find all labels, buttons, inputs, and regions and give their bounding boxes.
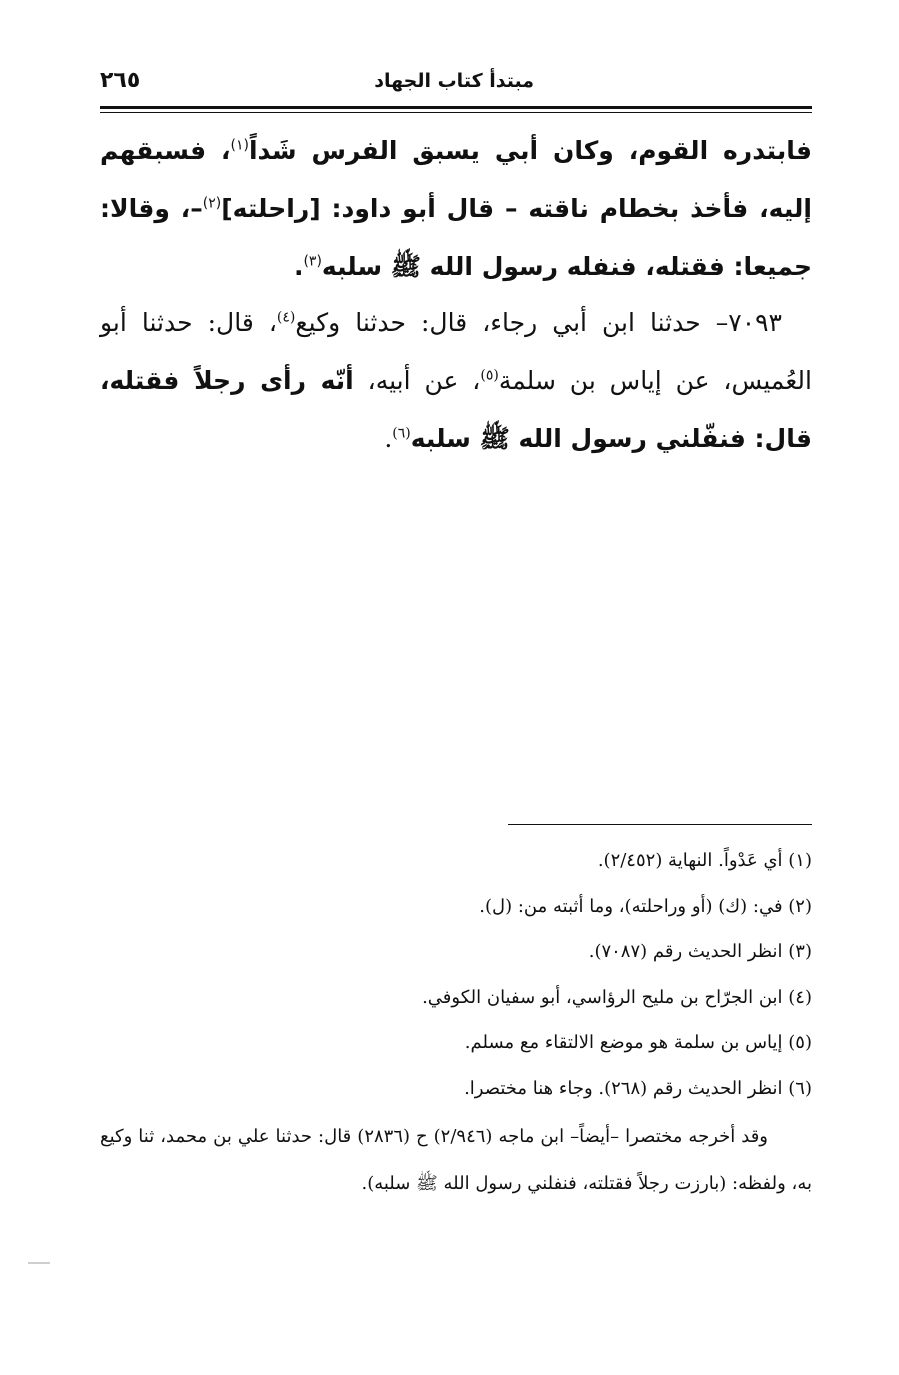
p1-text-3: –، وقالا: جميعا: فقتله، فنفله رسول الله ﷺ سلبه	[100, 194, 812, 281]
footnote-separator	[508, 824, 812, 825]
footnote-1: (١) أي عَدْواً. النهاية (٢/٤٥٢).	[597, 850, 812, 871]
paragraph-2-hadith-7093	[100, 294, 812, 468]
footnote-4: (٤) ابن الجرّاح بن مليح الرؤاسي، أبو سفيان الكوفي.	[422, 986, 812, 1008]
footnote-ref-1: (١)	[230, 137, 249, 154]
running-title: مبتدأ كتاب الجهاد	[374, 70, 534, 92]
footnote-ref-2: (٢)	[202, 195, 222, 212]
page-header	[100, 64, 810, 104]
page-number: ٢٦٥	[100, 68, 141, 93]
p2-text-1: ٧٠٩٣– حدثنا ابن أبي رجاء، قال: حدثنا وكيع	[295, 308, 782, 337]
p2-bold-text: أنّه رأى رجلاً فقتله، قال: فنفّلني رسول الله ﷺ سلبه	[100, 366, 812, 453]
header-rule-thin	[100, 112, 812, 113]
footnotes	[100, 838, 812, 1207]
header-rule-thick	[100, 106, 812, 109]
scan-artifact	[28, 1262, 50, 1264]
footnote-ref-6: (٦)	[392, 425, 411, 442]
p1-text-4: .	[293, 252, 304, 281]
footnote-6-continuation: وقد أخرجه مختصرا –أيضاً– ابن ماجه (٢/٩٤٦) ح (٢٨٣٦) قال: حدثنا علي بن محمد، ثنا وكيع به، ولفظه: (بارزت رجلاً فقتلته، فنفلني رسول الله ﷺ سلبه).	[100, 1126, 812, 1194]
p2-text-3: ، عن أبيه،	[353, 366, 481, 395]
footnote-ref-4: (٤)	[276, 309, 296, 326]
p2-text-4: .	[384, 424, 393, 453]
p1-text-1: فابتدره القوم، وكان أبي يسبق الفرس شَداً	[248, 136, 812, 165]
footnote-5: (٥) إياس بن سلمة هو موضع الالتقاء مع مسلم.	[464, 1032, 812, 1053]
footnote-ref-5: (٥)	[480, 367, 499, 384]
paragraph-1	[100, 122, 812, 296]
footnote-3: (٣) انظر الحديث رقم (٧٠٨٧).	[588, 941, 812, 962]
p2-text-2: ، قال: حدثنا أبو العُميس، عن إياس بن سلمة	[100, 308, 812, 395]
p1-text-2: ، فسبقهم إليه، فأخذ بخطام ناقته – قال أبو داود: [راحلته]	[100, 136, 812, 223]
footnote-2: (٢) في: (ك) (أو وراحلته)، وما أثبته من: (ل).	[479, 895, 812, 917]
footnote-6: (٦) انظر الحديث رقم (٢٦٨). وجاء هنا مختصرا.	[464, 1077, 812, 1099]
footnote-ref-3: (٣)	[303, 253, 322, 270]
